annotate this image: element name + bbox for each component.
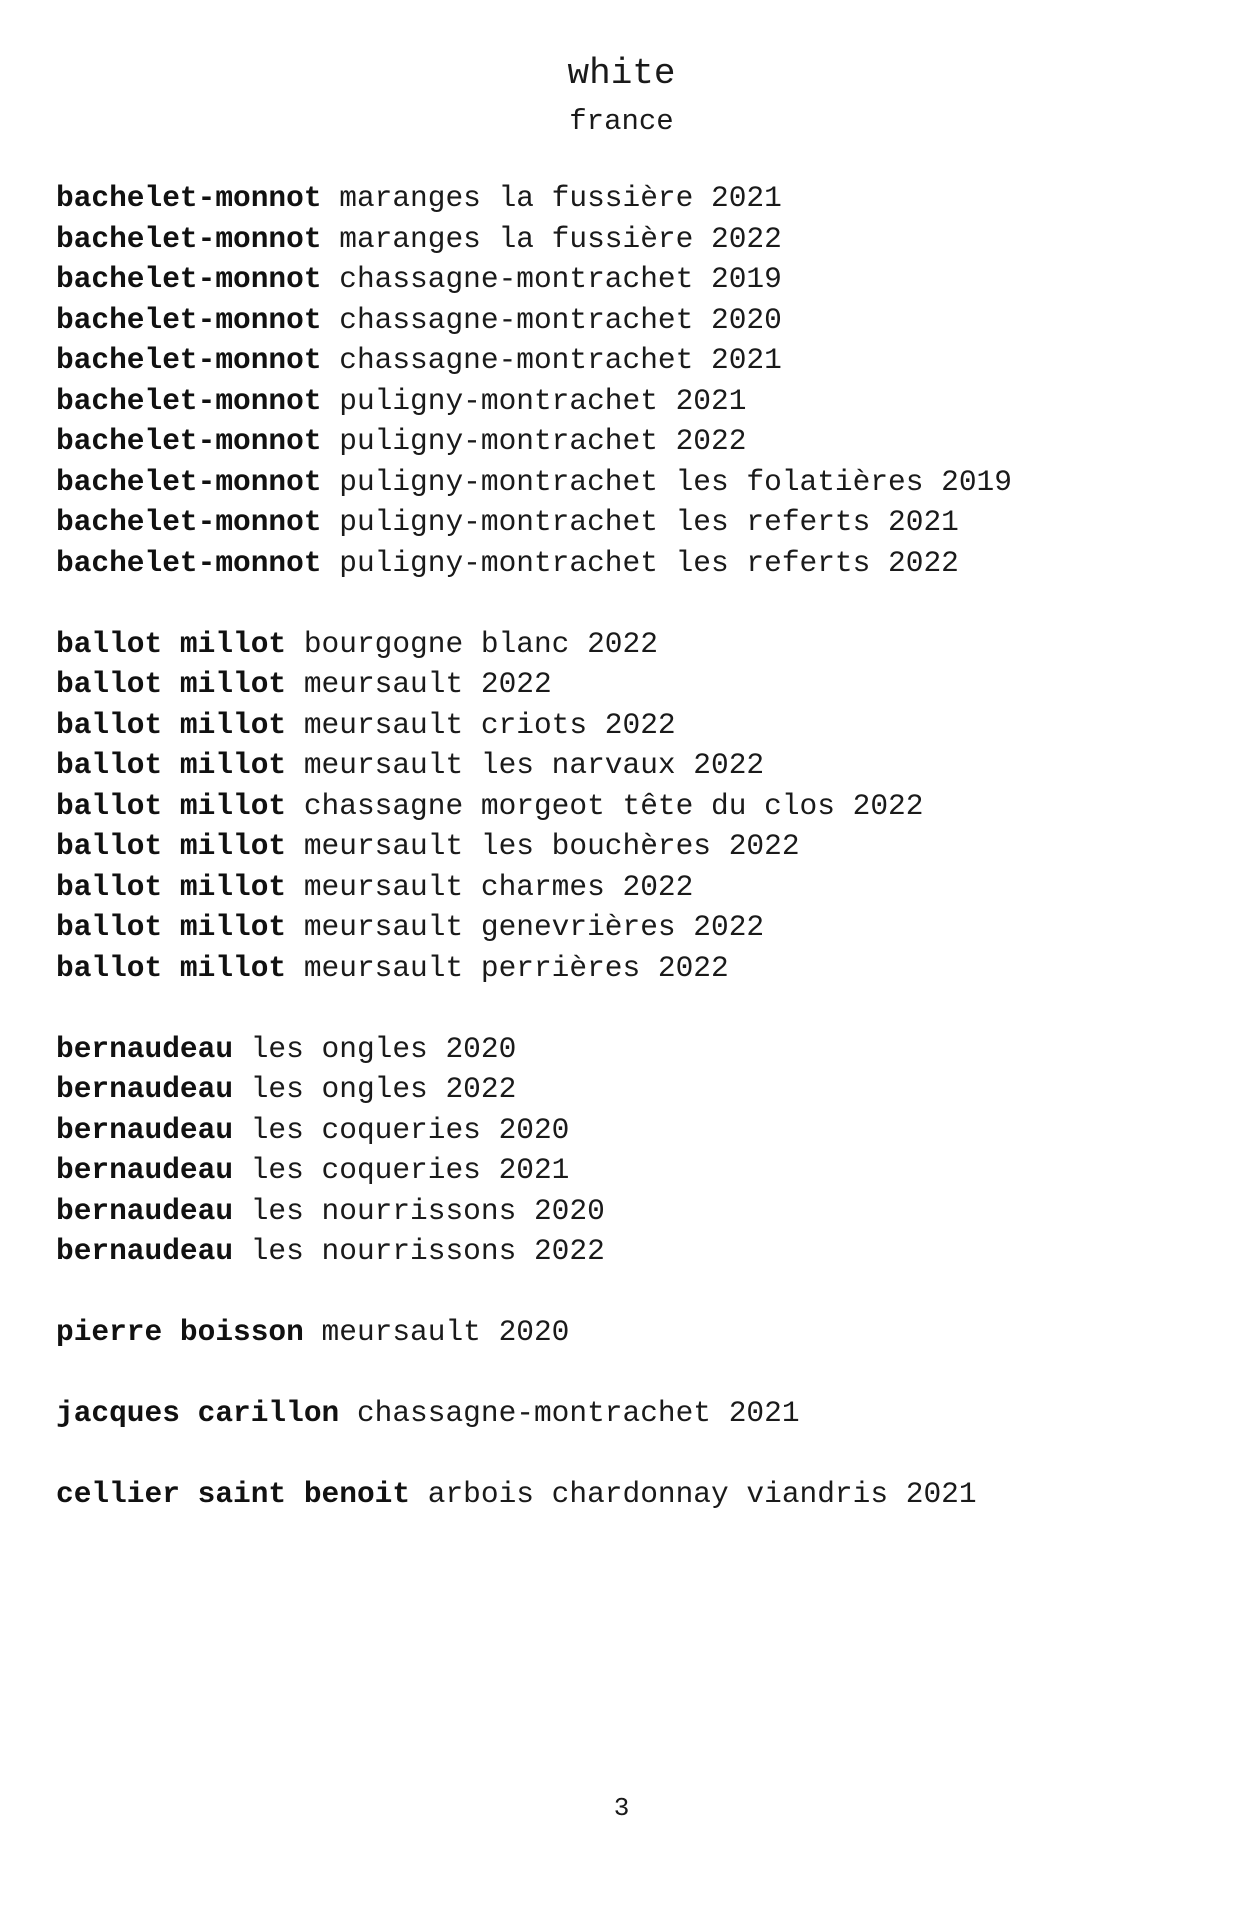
producer-name: ballot millot (56, 707, 287, 742)
producer-name: bachelet-monnot (56, 343, 322, 377)
producer-name: bernaudeau (56, 1031, 234, 1066)
wine-name: chassagne-montrachet 2020 (339, 302, 782, 337)
producer-name: bachelet-monnot (56, 383, 322, 418)
wine-row (56, 624, 1206, 665)
producer-name: bernaudeau (56, 1072, 234, 1106)
wine-row (56, 826, 1206, 867)
producer-name: ballot millot (56, 950, 287, 985)
producer-name: bernaudeau (56, 1153, 234, 1187)
wine-name: chassagne-montrachet 2021 (339, 343, 782, 377)
producer-group (56, 1393, 1206, 1434)
producer-name: bernaudeau (56, 1193, 234, 1228)
producer-name: bachelet-monnot (56, 424, 322, 458)
producer-name: bachelet-monnot (56, 505, 322, 539)
wine-row (56, 340, 1206, 381)
wine-name: puligny-montrachet les referts 2022 (339, 545, 959, 580)
wine-row (56, 1191, 1206, 1232)
wine-name: maranges la fussière 2021 (339, 181, 782, 215)
wine-name: meursault 2020 (321, 1315, 570, 1349)
wine-row (56, 786, 1206, 827)
wine-name: meursault 2022 (303, 667, 552, 701)
wine-row (56, 1312, 1206, 1353)
wine-name: meursault charmes 2022 (303, 869, 694, 904)
wine-row (56, 178, 1206, 219)
wine-row (56, 1393, 1206, 1434)
producer-name: ballot millot (56, 626, 287, 661)
producer-name: jacques carillon (56, 1396, 340, 1430)
wine-row (56, 502, 1206, 543)
wine-row (56, 543, 1206, 584)
producer-name: bernaudeau (56, 1234, 234, 1268)
wine-row (56, 421, 1206, 462)
wine-name: puligny-montrachet 2022 (339, 424, 747, 458)
wine-name: chassagne-montrachet 2019 (339, 262, 782, 296)
page-title: white (567, 53, 676, 94)
producer-name: bernaudeau (56, 1112, 234, 1147)
wine-row (56, 1150, 1206, 1191)
wine-row (56, 867, 1206, 908)
wine-row (56, 1474, 1206, 1515)
wine-row (56, 1029, 1206, 1070)
wine-name: meursault criots 2022 (303, 707, 676, 742)
producer-name: bachelet-monnot (56, 181, 322, 215)
wine-row (56, 907, 1206, 948)
wine-name: les ongles 2022 (250, 1072, 517, 1106)
producer-name: ballot millot (56, 748, 287, 782)
wine-name: meursault perrières 2022 (303, 950, 729, 985)
wine-row (56, 1069, 1206, 1110)
wine-name: les ongles 2020 (250, 1031, 517, 1066)
producer-name: ballot millot (56, 667, 287, 701)
wine-name: maranges la fussière 2022 (339, 221, 782, 256)
wine-name: chassagne-montrachet 2021 (356, 1396, 800, 1430)
wine-name: les coqueries 2021 (250, 1153, 570, 1187)
wine-row (56, 1110, 1206, 1151)
producer-name: bachelet-monnot (56, 302, 322, 337)
producer-group (56, 1474, 1206, 1515)
wine-row (56, 745, 1206, 786)
wine-row (56, 664, 1206, 705)
wine-name: meursault les narvaux 2022 (303, 748, 765, 782)
wine-row (56, 300, 1206, 341)
wine-name: meursault les bouchères 2022 (303, 829, 800, 863)
wine-name: arbois chardonnay viandris 2021 (427, 1477, 977, 1511)
producer-name: bachelet-monnot (56, 262, 322, 296)
producer-group (56, 178, 1206, 583)
producer-name: ballot millot (56, 869, 287, 904)
producer-group (56, 1029, 1206, 1272)
wine-name: les nourrissons 2020 (250, 1193, 605, 1228)
producer-name: pierre boisson (56, 1315, 304, 1349)
wine-row (56, 381, 1206, 422)
wine-list (56, 178, 1206, 1555)
wine-row (56, 219, 1206, 260)
wine-name: chassagne morgeot tête du clos 2022 (303, 788, 924, 823)
page-subtitle: france (569, 105, 674, 138)
wine-row (56, 1231, 1206, 1272)
producer-name: bachelet-monnot (56, 221, 322, 256)
wine-row (56, 259, 1206, 300)
wine-name: meursault genevrières 2022 (303, 910, 765, 944)
wine-name: bourgogne blanc 2022 (303, 626, 658, 661)
wine-row (56, 948, 1206, 989)
producer-group (56, 624, 1206, 989)
producer-name: ballot millot (56, 788, 287, 823)
wine-row (56, 462, 1206, 503)
wine-name: puligny-montrachet les folatières 2019 (339, 464, 1012, 499)
producer-name: ballot millot (56, 829, 287, 863)
producer-group (56, 1312, 1206, 1353)
producer-name: bachelet-monnot (56, 464, 322, 499)
wine-name: les coqueries 2020 (250, 1112, 570, 1147)
wine-name: puligny-montrachet 2021 (339, 383, 747, 418)
wine-name: puligny-montrachet les referts 2021 (339, 505, 959, 539)
producer-name: bachelet-monnot (56, 545, 322, 580)
wine-name: les nourrissons 2022 (250, 1234, 605, 1268)
producer-name: ballot millot (56, 910, 287, 944)
producer-name: cellier saint benoit (56, 1477, 411, 1511)
page-number: 3 (613, 1793, 630, 1823)
wine-row (56, 705, 1206, 746)
